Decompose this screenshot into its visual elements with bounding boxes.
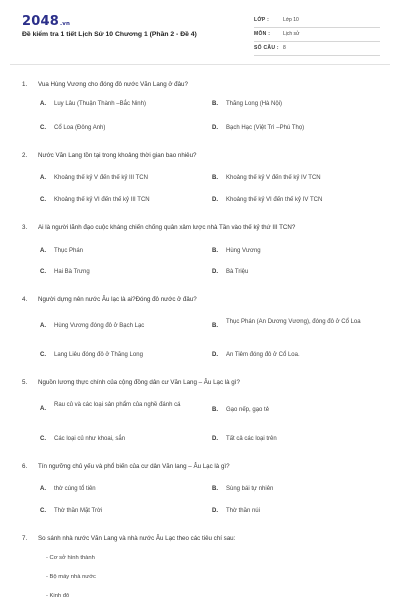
option-letter: A. xyxy=(40,248,46,254)
option-letter: D. xyxy=(212,269,218,275)
question-stem xyxy=(22,379,392,388)
option-text: Thăng Long (Hà Nội) xyxy=(226,101,283,107)
option-letter: A. xyxy=(40,486,46,492)
option-letter: C. xyxy=(40,197,46,203)
option-text: Gạo nếp, gạo tẻ xyxy=(226,407,270,413)
option-letter: B. xyxy=(212,248,218,254)
option-text: Lang Liêu đóng đô ở Thăng Long xyxy=(54,352,143,358)
criteria-item: - Bộ máy nhà nước xyxy=(46,574,96,580)
option-letter: B. xyxy=(212,486,218,492)
question-number: 2. xyxy=(22,152,28,159)
option-letter: C. xyxy=(40,352,46,358)
exam-info-panel xyxy=(254,14,380,56)
info-value: 8 xyxy=(283,45,286,51)
option-text: Khoảng thế kỷ V đến thế kỷ IV TCN xyxy=(226,175,321,181)
option-letter: D. xyxy=(212,436,218,442)
question-stem xyxy=(22,463,392,472)
info-row-question-count xyxy=(254,42,380,56)
question-number: 6. xyxy=(22,463,28,470)
question-text: Nguồn lương thực chính của cộng đồng dân cư Văn Lang – Âu Lạc là gì? xyxy=(38,379,240,386)
option-letter: B. xyxy=(212,407,218,413)
criteria-item: - Cơ sở hình thành xyxy=(46,555,95,561)
option-letter: B. xyxy=(212,175,218,181)
option-letter: B. xyxy=(212,323,218,329)
option-text: Hùng Vương xyxy=(226,248,261,254)
page-header xyxy=(0,0,400,62)
option-letter: A. xyxy=(40,175,46,181)
option-letter: A. xyxy=(40,101,46,107)
option-letter: C. xyxy=(40,269,46,275)
option-letter: B. xyxy=(212,101,218,107)
question-3 xyxy=(22,224,392,233)
option-text: Bà Triệu xyxy=(226,269,249,275)
question-text: Tín ngưỡng chủ yếu và phổ biến của cư dân Văn lang – Âu Lạc là gì? xyxy=(38,463,230,470)
option-text: Hai Bà Trưng xyxy=(54,269,90,275)
option-letter: D. xyxy=(212,508,218,514)
logo-suffix: .vn xyxy=(59,21,71,27)
option-text: Bạch Hạc (Việt Trì –Phú Thọ) xyxy=(226,125,305,131)
option-text: Luy Lâu (Thuận Thành –Bắc Ninh) xyxy=(54,101,146,107)
option-text: Khoảng thế kỷ VI đến thế kỷ IV TCN xyxy=(226,197,323,203)
question-number: 4. xyxy=(22,296,28,303)
option-text: Khoảng thế kỷ V đến thế kỷ III TCN xyxy=(54,175,148,181)
question-stem xyxy=(22,296,392,305)
question-stem xyxy=(22,535,392,544)
question-text: Vua Hùng Vương cho đóng đô nước Văn Lang ở đâu? xyxy=(38,81,188,88)
option-text: Sùng bái tự nhiên xyxy=(226,486,274,492)
question-2 xyxy=(22,152,392,161)
question-text: Nước Văn Lang tồn tại trong khoảng thời gian bao nhiêu? xyxy=(38,152,197,159)
option-text: Cổ Loa (Đông Anh) xyxy=(54,125,106,131)
option-text: Khoảng thế kỷ VI đến thế kỷ III TCN xyxy=(54,197,150,203)
option-letter: D. xyxy=(212,197,218,203)
question-7 xyxy=(22,535,392,544)
option-text: Thục Phán xyxy=(54,248,84,254)
question-text: So sánh nhà nước Văn Lang và nhà nước Âu Lạc theo các tiêu chí sau: xyxy=(38,535,236,542)
question-text: Người dựng nên nước Âu lạc là ai?Đóng đô nước ở đâu? xyxy=(38,296,197,303)
option-letter: C. xyxy=(40,125,46,131)
question-number: 3. xyxy=(22,224,28,231)
question-4 xyxy=(22,296,392,305)
header-divider xyxy=(10,64,390,65)
option-letter: D. xyxy=(212,352,218,358)
option-letter: C. xyxy=(40,436,46,442)
option-letter: A. xyxy=(40,406,46,412)
option-text: Hùng Vương đóng đô ở Bạch Lạc xyxy=(54,323,145,329)
question-number: 1. xyxy=(22,81,28,88)
question-1 xyxy=(22,81,392,90)
option-letter: C. xyxy=(40,508,46,514)
option-letter: D. xyxy=(212,125,218,131)
info-label: SỐ CÂU : xyxy=(254,45,279,51)
info-row-class xyxy=(254,14,380,28)
info-label: LỚP : xyxy=(254,17,270,23)
option-letter: A. xyxy=(40,323,46,329)
info-value: Lớp 10 xyxy=(283,17,299,23)
option-text: thờ cúng tổ tiên xyxy=(54,486,96,492)
option-text: Tất cả các loại trên xyxy=(226,436,277,442)
question-text: Ai là người lãnh đạo cuộc kháng chiến chống quân xâm lược nhà Tần vào thế kỷ thứ III TCN? xyxy=(38,224,296,231)
question-number: 7. xyxy=(22,535,28,542)
logo-text: 2048 xyxy=(22,14,59,29)
option-text: Các loại củ như khoai, sắn xyxy=(54,436,126,442)
option-text: Rau củ và các loại sản phẩm của nghề đánh cá xyxy=(54,402,181,408)
info-label: MÔN : xyxy=(254,31,271,37)
criteria-item: - Kinh đô xyxy=(46,593,70,599)
exam-title: Đề kiểm tra 1 tiết Lịch Sử 10 Chương 1 (Phần 2 - Đề 4) xyxy=(22,31,197,38)
question-number: 5. xyxy=(22,379,28,386)
option-text: Thục Phán (An Dương Vương), đóng đô ở Cổ Loa xyxy=(226,319,361,325)
question-5 xyxy=(22,379,392,388)
question-stem xyxy=(22,81,392,90)
question-stem xyxy=(22,224,392,233)
option-text: Thờ thần núi xyxy=(226,508,260,514)
site-logo[interactable] xyxy=(22,14,70,29)
info-value: Lịch sử xyxy=(283,31,300,37)
info-row-subject xyxy=(254,28,380,42)
question-6 xyxy=(22,463,392,472)
option-text: An Tiêm đóng đô ở Cổ Loa. xyxy=(226,352,300,358)
option-text: Thờ thần Mặt Trời xyxy=(54,508,103,514)
question-stem xyxy=(22,152,392,161)
